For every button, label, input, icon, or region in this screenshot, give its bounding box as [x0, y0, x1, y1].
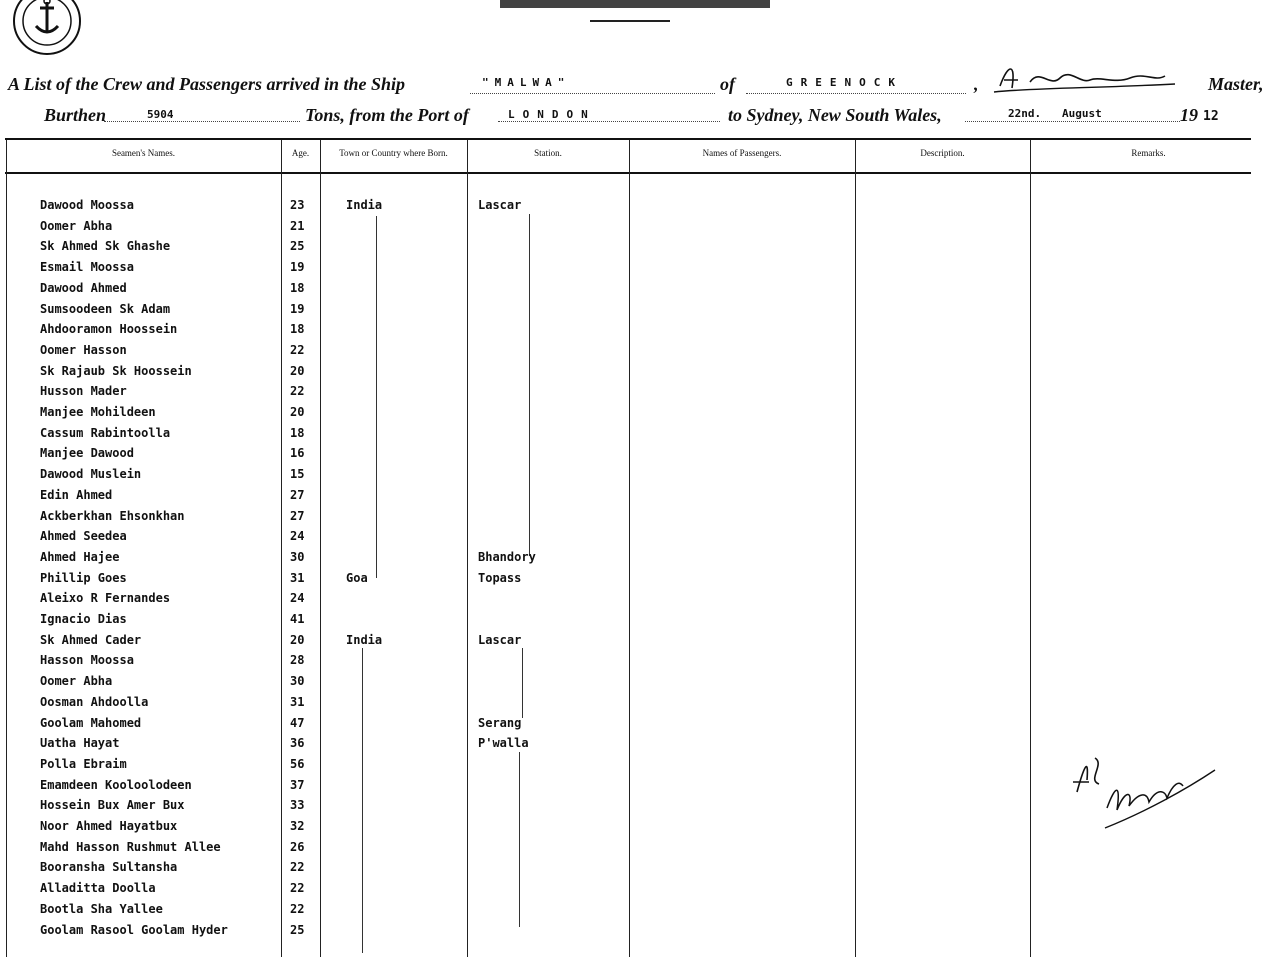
ship-name: "MALWA" — [482, 76, 571, 89]
seaman-name: Goolam Rasool Goolam Hyder — [40, 922, 228, 937]
table-row — [0, 550, 1267, 570]
seaman-age: 20 — [290, 363, 305, 378]
seaman-age: 24 — [290, 529, 305, 544]
seaman-name: Oomer Hasson — [40, 342, 127, 357]
table-row — [0, 364, 1267, 384]
seaman-name: Sumsoodeen Sk Adam — [40, 301, 171, 316]
tons-from-label: Tons, from the Port of — [305, 105, 469, 125]
seaman-name: Booransha Sultansha — [40, 860, 178, 875]
seaman-name: Bootla Sha Yallee — [40, 901, 163, 916]
seaman-age: 28 — [290, 653, 305, 668]
list-heading: A List of the Crew and Passengers arrived in the Ship — [8, 74, 406, 94]
seaman-name: Uatha Hayat — [40, 736, 120, 751]
seaman-name: Dawood Ahmed — [40, 280, 127, 295]
of-label: of — [720, 74, 735, 94]
table-row — [0, 467, 1267, 487]
table-row — [0, 198, 1267, 218]
port-line — [746, 93, 966, 94]
seaman-name: Polla Ebraim — [40, 756, 127, 771]
table-row — [0, 260, 1267, 280]
seaman-age: 31 — [290, 570, 305, 585]
seaman-name: Dawood Muslein — [40, 467, 142, 482]
seaman-station: Serang — [478, 715, 522, 730]
seaman-station: P'walla — [478, 736, 529, 751]
column-header-description: Description. — [920, 148, 965, 158]
date-line — [965, 121, 1180, 122]
seaman-age: 23 — [290, 198, 305, 212]
seaman-name: Sk Ahmed Sk Ghashe — [40, 239, 171, 254]
seaman-age: 41 — [290, 612, 305, 626]
remarks-signature — [1065, 740, 1225, 835]
seaman-name: Ignacio Dias — [40, 612, 127, 626]
seaman-age: 20 — [290, 632, 305, 647]
seaman-age: 25 — [290, 922, 305, 937]
ship-name-line — [470, 93, 715, 94]
table-row — [0, 281, 1267, 301]
seaman-name: Cassum Rabintoolla — [40, 425, 171, 440]
table-row — [0, 571, 1267, 591]
seaman-station: Lascar — [478, 198, 522, 212]
seaman-name: Mahd Hasson Rushmut Allee — [40, 839, 221, 854]
table-row — [0, 633, 1267, 653]
burthen-line — [104, 121, 300, 122]
seaman-age: 33 — [290, 798, 305, 813]
table-row — [0, 219, 1267, 239]
seaman-birthplace: Goa — [346, 570, 368, 585]
seaman-name: Noor Ahmed Hayatbux — [40, 819, 178, 833]
seaman-age: 47 — [290, 715, 305, 730]
seaman-age: 32 — [290, 819, 305, 833]
seaman-name: Sk Rajaub Sk Hoossein — [40, 363, 192, 378]
table-row — [0, 239, 1267, 259]
seaman-age: 56 — [290, 756, 305, 771]
seaman-station: Lascar — [478, 632, 522, 647]
seaman-age: 31 — [290, 694, 305, 709]
table-row — [0, 322, 1267, 342]
from-port: LONDON — [508, 108, 596, 121]
table-row — [0, 695, 1267, 715]
seaman-age: 27 — [290, 487, 305, 502]
seaman-name: Alladitta Doolla — [40, 881, 156, 896]
column-header-age: Age. — [291, 148, 310, 158]
seaman-age: 26 — [290, 839, 305, 854]
to-sydney-label: to Sydney, New South Wales, — [728, 105, 942, 125]
table-row — [0, 674, 1267, 694]
seaman-name: Hossein Bux Amer Bux — [40, 798, 185, 813]
seaman-age: 30 — [290, 674, 305, 689]
table-row — [0, 591, 1267, 611]
table-row — [0, 488, 1267, 508]
seaman-name: Edin Ahmed — [40, 487, 113, 502]
port-of-registry: GREENOCK — [786, 76, 903, 89]
date-day: 22nd. — [1008, 107, 1042, 120]
seaman-age: 25 — [290, 239, 305, 254]
table-row — [0, 860, 1267, 880]
seaman-age: 22 — [290, 384, 305, 399]
seaman-age: 22 — [290, 881, 305, 896]
year-suffix: 12 — [1203, 109, 1219, 124]
column-header-station: Station. — [534, 148, 562, 158]
seaman-name: Aleixo R Fernandes — [40, 591, 171, 606]
burthen-value: 5904 — [147, 108, 174, 121]
seaman-age: 19 — [290, 260, 305, 275]
seaman-name: Ahmed Seedea — [40, 529, 127, 544]
seaman-age: 37 — [290, 777, 305, 792]
seaman-name: Phillip Goes — [40, 570, 127, 585]
seaman-age: 16 — [290, 446, 305, 461]
seaman-age: 22 — [290, 901, 305, 916]
seaman-age: 18 — [290, 425, 305, 440]
seaman-age: 20 — [290, 405, 305, 419]
header-bottom-rule — [5, 172, 1251, 174]
table-row — [0, 343, 1267, 363]
table-row — [0, 653, 1267, 673]
seaman-name: Sk Ahmed Cader — [40, 632, 142, 647]
seaman-age: 22 — [290, 860, 305, 875]
table-row — [0, 881, 1267, 901]
table-top-rule — [5, 138, 1251, 140]
master-label: Master, — [1208, 74, 1264, 94]
column-header-names: Seamen's Names. — [111, 148, 176, 158]
date-month: August — [1062, 107, 1102, 120]
seaman-name: Hasson Moossa — [40, 653, 134, 668]
table-row — [0, 529, 1267, 549]
table-row — [0, 446, 1267, 466]
seaman-birthplace: India — [346, 632, 383, 647]
burthen-label: Burthen — [44, 105, 107, 125]
table-row — [0, 405, 1267, 425]
from-port-line — [498, 121, 720, 122]
master-signature — [990, 58, 1180, 98]
seaman-age: 30 — [290, 549, 305, 564]
seaman-age: 19 — [290, 301, 305, 316]
table-row — [0, 509, 1267, 529]
table-row — [0, 840, 1267, 860]
table-row — [0, 426, 1267, 446]
seaman-age: 21 — [290, 218, 305, 233]
seaman-birthplace: India — [346, 198, 383, 212]
seaman-name: Oosman Ahdoolla — [40, 694, 149, 709]
table-row — [0, 302, 1267, 322]
seaman-age: 27 — [290, 508, 305, 523]
seaman-station: Bhandory — [478, 549, 536, 564]
seaman-name: Husson Mader — [40, 384, 127, 399]
seaman-name: Ackberkhan Ehsonkhan — [40, 508, 185, 523]
seaman-name: Goolam Mahomed — [40, 715, 142, 730]
seaman-name: Manjee Dawood — [40, 446, 134, 461]
seaman-age: 18 — [290, 322, 305, 337]
port-seal-icon — [12, 0, 82, 56]
seaman-name: Esmail Moossa — [40, 260, 134, 275]
seaman-age: 22 — [290, 342, 305, 357]
seaman-station: Topass — [478, 570, 522, 585]
table-row — [0, 612, 1267, 632]
seaman-name: Manjee Mohildeen — [40, 405, 156, 419]
table-row — [0, 384, 1267, 404]
seaman-age: 15 — [290, 467, 305, 482]
column-header-passengers: Names of Passengers. — [702, 148, 782, 158]
seaman-name: Ahdooramon Hoossein — [40, 322, 178, 337]
table-row — [0, 902, 1267, 922]
seaman-name: Oomer Abha — [40, 674, 113, 689]
top-header-fragment — [500, 0, 770, 8]
seaman-name: Dawood Moossa — [40, 198, 134, 212]
column-header-remarks: Remarks. — [1131, 148, 1166, 158]
seaman-age: 18 — [290, 280, 305, 295]
top-rule — [590, 20, 670, 22]
table-row — [0, 716, 1267, 736]
seaman-age: 24 — [290, 591, 305, 606]
seaman-name: Emamdeen Kooloolodeen — [40, 777, 192, 792]
seaman-age: 36 — [290, 736, 305, 751]
seaman-name: Ahmed Hajee — [40, 549, 120, 564]
seaman-name: Oomer Abha — [40, 218, 113, 233]
column-header-born: Town or Country where Born. — [339, 148, 448, 158]
comma: , — [974, 74, 979, 94]
year-prefix: 19 — [1180, 105, 1198, 125]
table-row — [0, 923, 1267, 943]
